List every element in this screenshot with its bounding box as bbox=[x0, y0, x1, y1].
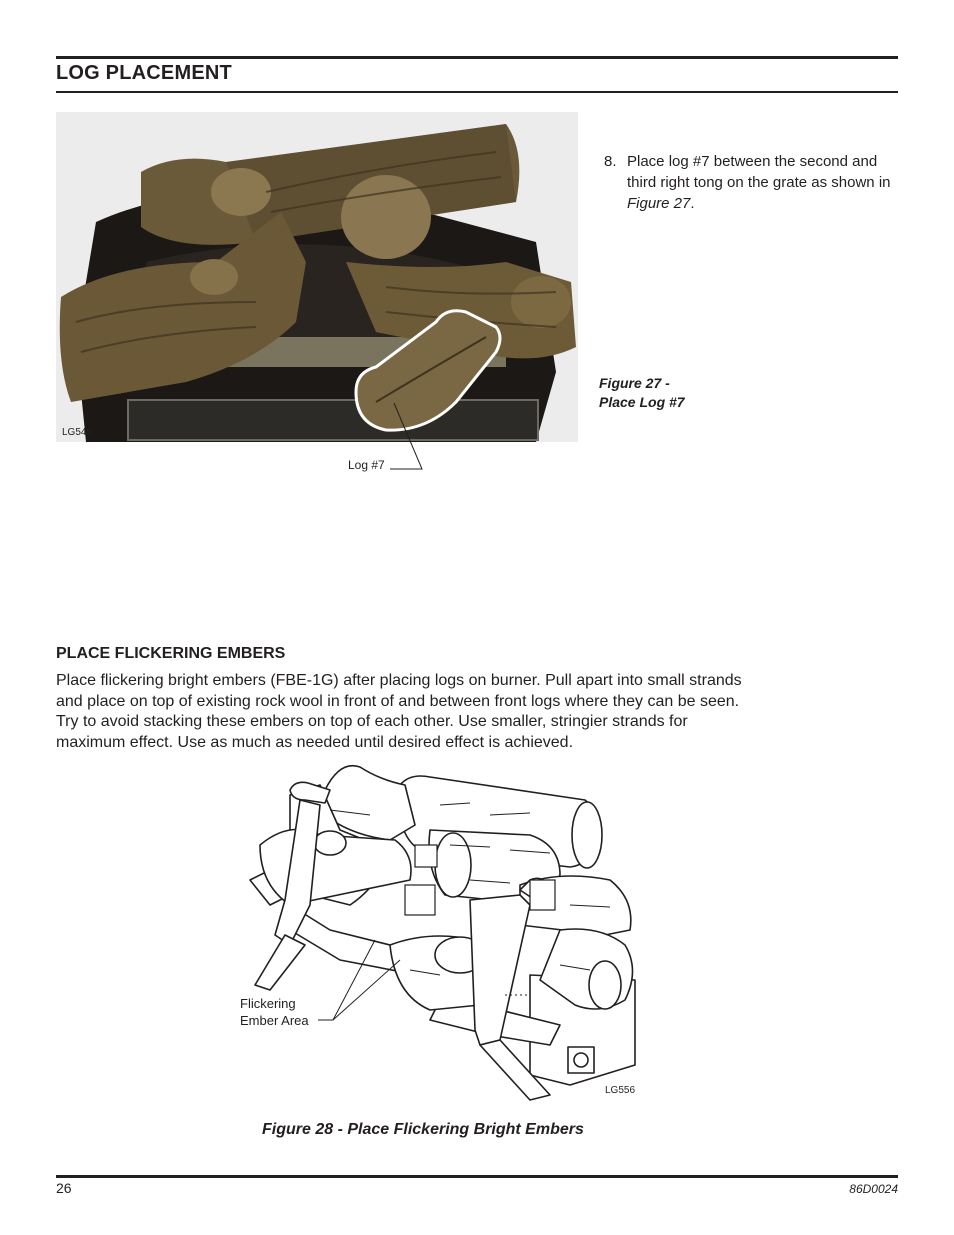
figure28-image-code: LG556 bbox=[605, 1085, 636, 1096]
ember-diagram bbox=[230, 755, 660, 1105]
log-photo bbox=[56, 112, 578, 442]
log7-callout: Log #7 bbox=[348, 458, 385, 472]
log7-leader-line bbox=[390, 400, 430, 475]
figure-reference: Figure 27 bbox=[627, 195, 691, 212]
header-bottom-rule bbox=[56, 91, 898, 93]
footer-rule bbox=[56, 1175, 898, 1178]
document-code: 86D0024 bbox=[849, 1182, 898, 1196]
page-number: 26 bbox=[56, 1180, 72, 1196]
ember-area-callout: Flickering Ember Area bbox=[240, 996, 309, 1028]
figure28-caption: Figure 28 - Place Flickering Bright Embers bbox=[262, 1121, 584, 1138]
header-top-rule bbox=[56, 56, 898, 59]
step-number: 8. bbox=[604, 153, 617, 170]
figure27-caption: Figure 27 - Place Log #7 bbox=[599, 375, 685, 410]
section-title: LOG PLACEMENT bbox=[56, 62, 232, 84]
embers-heading: PLACE FLICKERING EMBERS bbox=[56, 645, 286, 662]
figure27-image-code: LG549 bbox=[62, 427, 93, 438]
step-8 bbox=[604, 151, 900, 214]
step-text: Place log #7 between the second and third right tong on the grate as shown in Figure 27. bbox=[627, 153, 891, 212]
embers-instructions: Place flickering bright embers (FBE-1G) after placing logs on burner. Pull apart into small strands and place on top of existing rock wool in front of and between front logs where they can be seen. Try to avoid stacking these embers on top of each other. Use smaller, stringier strands for maximum effect. Use as much as needed until desired effect is achieved. bbox=[56, 672, 742, 751]
